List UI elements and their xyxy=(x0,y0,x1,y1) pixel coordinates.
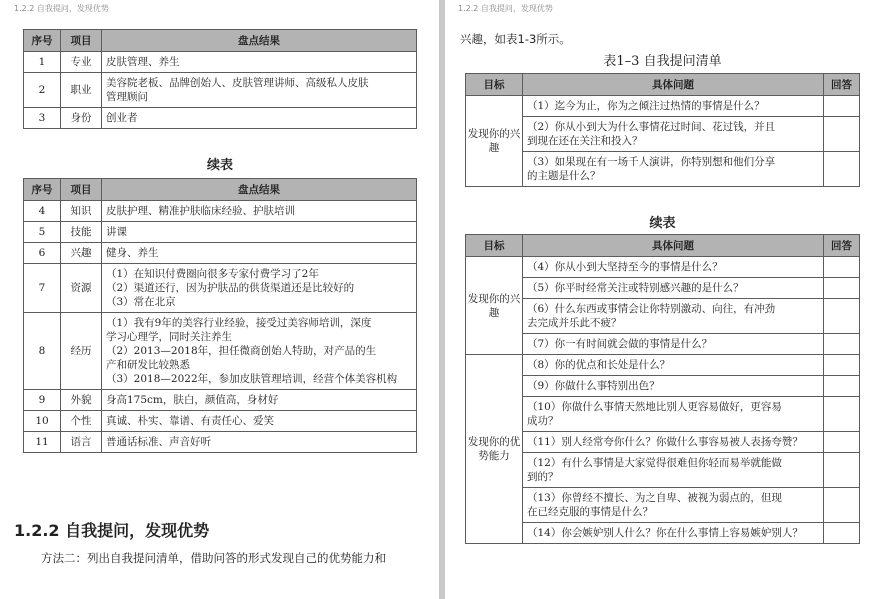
cell-lines xyxy=(527,491,819,519)
question-cell xyxy=(523,117,824,152)
table-row xyxy=(466,376,860,397)
text-line: 讲课 xyxy=(106,226,127,238)
row-item: 经历 xyxy=(61,313,102,390)
running-head-left: 1.2.2 自我提问，发现优势 xyxy=(14,4,109,13)
row-result xyxy=(102,264,417,313)
header-answer: 回答 xyxy=(824,74,860,96)
answer-cell xyxy=(824,432,860,453)
table-row xyxy=(24,264,417,313)
text-line: 的主题是什么？ xyxy=(527,170,601,182)
text-line: （1）在知识付费圈向很多专家付费学习了2年 xyxy=(106,268,319,280)
cell-lines xyxy=(527,435,819,449)
question-cell xyxy=(523,397,824,432)
row-result xyxy=(102,390,417,411)
row-item: 个性 xyxy=(61,411,102,432)
text-line: 管理顾问 xyxy=(106,91,148,103)
text-line: 美容院老板、品牌创始人、皮肤管理讲师、高级私人皮肤 xyxy=(106,77,369,89)
running-head-right: 1.2.2 自我提问，发现优势 xyxy=(458,4,553,13)
table-row xyxy=(24,73,417,108)
goal-cell: 发现你的兴趣 xyxy=(466,257,523,355)
inventory-table xyxy=(23,29,417,129)
cell-lines xyxy=(106,393,412,407)
cell-lines xyxy=(106,204,412,218)
cell-lines xyxy=(527,302,819,330)
table-header-row xyxy=(24,30,417,52)
row-item: 资源 xyxy=(61,264,102,313)
row-item: 语言 xyxy=(61,432,102,453)
table-header-row xyxy=(24,179,417,201)
header-item: 项目 xyxy=(61,30,102,52)
text-line: （2）渠道还行，因为护肤品的供货渠道还是比较好的 xyxy=(106,282,355,294)
text-line: 真诚、朴实、靠谱、有责任心、爱笑 xyxy=(106,415,274,427)
text-line: （14）你会嫉妒别人什么？你在什么事情上容易嫉妒别人？ xyxy=(527,527,803,539)
cell-lines xyxy=(527,120,819,148)
cell-lines xyxy=(106,435,412,449)
row-item: 兴趣 xyxy=(61,243,102,264)
table-header-row xyxy=(466,235,860,257)
body-paragraph: 方法二：列出自我提问清单，借助问答的形式发现自己的优势能力和 xyxy=(41,551,386,565)
table-row xyxy=(466,152,860,187)
text-line: 皮肤管理、养生 xyxy=(106,56,180,68)
question-cell xyxy=(523,257,824,278)
left-page xyxy=(0,0,439,599)
text-line: 到现在还在关注和投入？ xyxy=(527,135,643,147)
text-line: （11）别人经常夸你什么？你做什么事容易被人表扬夸赞？ xyxy=(527,436,803,448)
table-row xyxy=(466,355,860,376)
continued-label: 续表 xyxy=(649,216,676,231)
text-line: （7）你一有时间就会做的事情是什么？ xyxy=(527,338,713,350)
inventory-table-continued xyxy=(23,178,417,453)
header-goal: 目标 xyxy=(466,235,523,257)
text-line: 到的？ xyxy=(527,471,559,483)
answer-cell xyxy=(824,152,860,187)
cell-lines xyxy=(106,76,412,104)
answer-cell xyxy=(824,397,860,432)
table-header-row xyxy=(466,74,860,96)
table-caption: 表1–3 自我提问清单 xyxy=(603,54,722,69)
table-row xyxy=(466,117,860,152)
cell-lines xyxy=(527,358,819,372)
row-number: 8 xyxy=(24,313,61,390)
row-result xyxy=(102,73,417,108)
table-row xyxy=(24,411,417,432)
table-row xyxy=(466,257,860,278)
row-item: 知识 xyxy=(61,201,102,222)
cell-lines xyxy=(527,379,819,393)
cell-lines xyxy=(527,155,819,183)
table-row xyxy=(466,453,860,488)
text-line: （4）你从小到大坚持至今的事情是什么？ xyxy=(527,261,723,273)
goal-cell: 发现你的兴趣 xyxy=(466,96,523,187)
table-row xyxy=(24,243,417,264)
question-cell xyxy=(523,453,824,488)
question-cell xyxy=(523,299,824,334)
table-row xyxy=(24,432,417,453)
question-cell xyxy=(523,376,824,397)
row-number: 2 xyxy=(24,73,61,108)
header-result: 盘点结果 xyxy=(102,179,417,201)
row-number: 4 xyxy=(24,201,61,222)
text-line: （8）你的优点和长处是什么？ xyxy=(527,359,671,371)
question-table xyxy=(465,73,860,187)
question-cell xyxy=(523,488,824,523)
question-cell xyxy=(523,523,824,544)
answer-cell xyxy=(824,334,860,355)
answer-cell xyxy=(824,96,860,117)
row-item: 外貌 xyxy=(61,390,102,411)
table-row xyxy=(466,488,860,523)
row-item: 专业 xyxy=(61,52,102,73)
row-number: 10 xyxy=(24,411,61,432)
text-line: 产和研发比较熟悉 xyxy=(106,359,190,371)
table-row xyxy=(466,334,860,355)
answer-cell xyxy=(824,453,860,488)
row-number: 6 xyxy=(24,243,61,264)
table-row xyxy=(24,390,417,411)
table-row xyxy=(466,96,860,117)
row-result xyxy=(102,108,417,129)
table-row xyxy=(466,432,860,453)
cell-lines xyxy=(527,526,819,540)
text-line: 健身、养生 xyxy=(106,247,159,259)
answer-cell xyxy=(824,376,860,397)
intro-text: 兴趣，如表1-3所示。 xyxy=(460,32,571,46)
text-line: （12）有什么事情是大家觉得很难但你轻而易举就能做 xyxy=(527,457,782,469)
cell-lines xyxy=(106,267,412,309)
row-number: 7 xyxy=(24,264,61,313)
text-line: 去完成并乐此不疲？ xyxy=(527,317,622,329)
answer-cell xyxy=(824,523,860,544)
text-line: 创业者 xyxy=(106,112,138,124)
row-number: 1 xyxy=(24,52,61,73)
row-number: 3 xyxy=(24,108,61,129)
row-number: 11 xyxy=(24,432,61,453)
cell-lines xyxy=(106,316,412,386)
cell-lines xyxy=(527,260,819,274)
header-no: 序号 xyxy=(24,30,61,52)
cell-lines xyxy=(527,281,819,295)
cell-lines xyxy=(106,414,412,428)
row-item: 技能 xyxy=(61,222,102,243)
question-cell xyxy=(523,432,824,453)
answer-cell xyxy=(824,278,860,299)
row-result xyxy=(102,411,417,432)
cell-lines xyxy=(106,55,412,69)
text-line: 成功？ xyxy=(527,415,559,427)
row-number: 9 xyxy=(24,390,61,411)
header-question: 具体问题 xyxy=(523,74,824,96)
table-row xyxy=(466,278,860,299)
row-result xyxy=(102,432,417,453)
text-line: （3）2018—2022年，参加皮肤管理培训，经营个体美容机构 xyxy=(106,373,398,385)
row-number: 5 xyxy=(24,222,61,243)
question-cell xyxy=(523,334,824,355)
table-row xyxy=(466,299,860,334)
text-line: 普通话标准、声音好听 xyxy=(106,436,211,448)
text-line: （2）你从小到大为什么事情花过时间、花过钱，并且 xyxy=(527,121,776,133)
text-line: 学习心理学，同时关注养生 xyxy=(106,331,232,343)
cell-lines xyxy=(106,225,412,239)
table-row xyxy=(466,397,860,432)
cell-lines xyxy=(106,246,412,260)
text-line: （13）你曾经不擅长、为之自卑、被视为弱点的，但现 xyxy=(527,492,782,504)
text-line: （1）迄今为止，你为之倾注过热情的事情是什么？ xyxy=(527,100,765,112)
text-line: （9）你做什么事特别出色？ xyxy=(527,380,660,392)
text-line: 皮肤护理、精准护肤临床经验、护肤培训 xyxy=(106,205,295,217)
text-line: （1）我有9年的美容行业经验，接受过美容师培训，深度 xyxy=(106,317,372,329)
cell-lines xyxy=(527,456,819,484)
text-line: （3）常在北京 xyxy=(106,296,176,308)
answer-cell xyxy=(824,117,860,152)
table-row xyxy=(24,201,417,222)
header-answer: 回答 xyxy=(824,235,860,257)
text-line: （5）你平时经常关注或特别感兴趣的是什么？ xyxy=(527,282,744,294)
continued-label: 续表 xyxy=(206,158,233,173)
row-item: 身份 xyxy=(61,108,102,129)
table-row xyxy=(24,108,417,129)
section-title: 1.2.2 自我提问，发现优势 xyxy=(14,521,210,540)
text-line: （6）什么东西或事情会让你特别激动、向往，有冲劲 xyxy=(527,303,776,315)
row-result xyxy=(102,243,417,264)
answer-cell xyxy=(824,257,860,278)
table-row xyxy=(24,222,417,243)
question-table-continued xyxy=(465,234,860,544)
question-cell xyxy=(523,355,824,376)
row-result xyxy=(102,52,417,73)
cell-lines xyxy=(527,337,819,351)
row-result xyxy=(102,313,417,390)
text-line: 身高175cm，肤白，颜值高，身材好 xyxy=(106,394,279,406)
question-cell xyxy=(523,96,824,117)
text-line: （3）如果现在有一场千人演讲，你特别想和他们分享 xyxy=(527,156,776,168)
answer-cell xyxy=(824,488,860,523)
row-item: 职业 xyxy=(61,73,102,108)
header-item: 项目 xyxy=(61,179,102,201)
header-goal: 目标 xyxy=(466,74,523,96)
cell-lines xyxy=(106,111,412,125)
table-row xyxy=(466,523,860,544)
text-line: 在已经克服的事情是什么？ xyxy=(527,506,653,518)
answer-cell xyxy=(824,355,860,376)
text-line: （2）2013—2018年，担任微商创始人特助，对产品的生 xyxy=(106,345,377,357)
header-no: 序号 xyxy=(24,179,61,201)
row-result xyxy=(102,222,417,243)
header-question: 具体问题 xyxy=(523,235,824,257)
cell-lines xyxy=(527,99,819,113)
table-row xyxy=(24,52,417,73)
answer-cell xyxy=(824,299,860,334)
question-cell xyxy=(523,278,824,299)
header-result: 盘点结果 xyxy=(102,30,417,52)
question-cell xyxy=(523,152,824,187)
goal-cell: 发现你的优势能力 xyxy=(466,355,523,544)
right-page xyxy=(445,0,885,599)
text-line: （10）你做什么事情天然地比别人更容易做好，更容易 xyxy=(527,401,782,413)
cell-lines xyxy=(527,400,819,428)
table-row xyxy=(24,313,417,390)
row-result xyxy=(102,201,417,222)
